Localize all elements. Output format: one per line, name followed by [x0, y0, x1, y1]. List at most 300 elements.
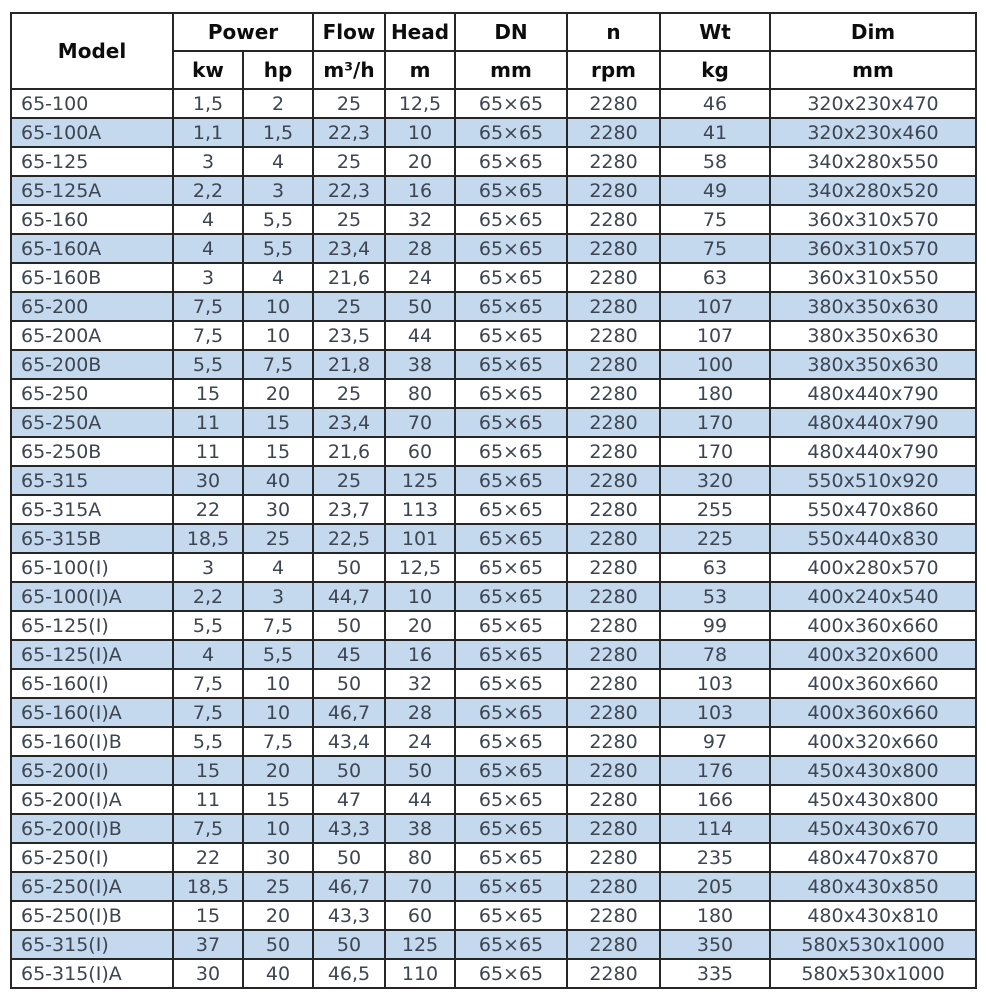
table-row [11, 814, 976, 843]
head-cell: 16 [385, 640, 455, 669]
dim-cell: 550x470x860 [770, 495, 976, 524]
model-cell: 65-200(I)A [11, 785, 173, 814]
rpm-cell: 2280 [567, 930, 660, 959]
wt-cell: 63 [660, 263, 770, 292]
wt-cell: 107 [660, 292, 770, 321]
dn-cell: 65×65 [455, 205, 567, 234]
rpm-cell: 2280 [567, 611, 660, 640]
header-unit-hp: hp [243, 51, 313, 89]
dim-cell: 380x350x630 [770, 321, 976, 350]
model-cell: 65-315(I) [11, 930, 173, 959]
kw-cell: 37 [173, 930, 243, 959]
dim-cell: 550x510x920 [770, 466, 976, 495]
flow-cell: 50 [313, 930, 385, 959]
model-cell: 65-100A [11, 118, 173, 147]
rpm-cell: 2280 [567, 698, 660, 727]
dn-cell: 65×65 [455, 495, 567, 524]
rpm-cell: 2280 [567, 263, 660, 292]
model-cell: 65-100(I) [11, 553, 173, 582]
hp-cell: 1,5 [243, 118, 313, 147]
kw-cell: 7,5 [173, 669, 243, 698]
dim-cell: 400x360x660 [770, 669, 976, 698]
kw-cell: 5,5 [173, 727, 243, 756]
wt-cell: 350 [660, 930, 770, 959]
head-cell: 28 [385, 698, 455, 727]
table-row [11, 466, 976, 495]
dn-cell: 65×65 [455, 756, 567, 785]
wt-cell: 49 [660, 176, 770, 205]
flow-cell: 22,3 [313, 176, 385, 205]
kw-cell: 30 [173, 959, 243, 988]
kw-cell: 7,5 [173, 698, 243, 727]
header-unit-dn: mm [455, 51, 567, 89]
dim-cell: 480x440x790 [770, 437, 976, 466]
dn-cell: 65×65 [455, 466, 567, 495]
head-cell: 70 [385, 872, 455, 901]
header-unit-dim: mm [770, 51, 976, 89]
hp-cell: 10 [243, 698, 313, 727]
kw-cell: 4 [173, 640, 243, 669]
kw-cell: 2,2 [173, 176, 243, 205]
dn-cell: 65×65 [455, 698, 567, 727]
head-cell: 24 [385, 263, 455, 292]
model-cell: 65-100 [11, 89, 173, 118]
hp-cell: 25 [243, 872, 313, 901]
model-cell: 65-160 [11, 205, 173, 234]
hp-cell: 50 [243, 930, 313, 959]
hp-cell: 3 [243, 582, 313, 611]
head-cell: 32 [385, 669, 455, 698]
model-cell: 65-100(I)A [11, 582, 173, 611]
kw-cell: 30 [173, 466, 243, 495]
dn-cell: 65×65 [455, 379, 567, 408]
header-power: Power [173, 13, 313, 51]
flow-cell: 45 [313, 640, 385, 669]
hp-cell: 20 [243, 379, 313, 408]
flow-cell: 22,5 [313, 524, 385, 553]
rpm-cell: 2280 [567, 640, 660, 669]
header-head: Head [385, 13, 455, 51]
flow-cell: 25 [313, 147, 385, 176]
flow-cell: 25 [313, 379, 385, 408]
wt-cell: 205 [660, 872, 770, 901]
wt-cell: 180 [660, 379, 770, 408]
wt-cell: 320 [660, 466, 770, 495]
dn-cell: 65×65 [455, 901, 567, 930]
flow-cell: 50 [313, 843, 385, 872]
dim-cell: 580x530x1000 [770, 959, 976, 988]
flow-cell: 25 [313, 205, 385, 234]
model-cell: 65-250(I) [11, 843, 173, 872]
flow-cell: 23,4 [313, 408, 385, 437]
rpm-cell: 2280 [567, 814, 660, 843]
kw-cell: 22 [173, 495, 243, 524]
dn-cell: 65×65 [455, 785, 567, 814]
model-cell: 65-160B [11, 263, 173, 292]
header-unit-head: m [385, 51, 455, 89]
model-cell: 65-160(I)A [11, 698, 173, 727]
dim-cell: 480x440x790 [770, 379, 976, 408]
model-cell: 65-200 [11, 292, 173, 321]
header-unit-wt: kg [660, 51, 770, 89]
table-row [11, 176, 976, 205]
flow-cell: 47 [313, 785, 385, 814]
dn-cell: 65×65 [455, 872, 567, 901]
table-row [11, 147, 976, 176]
hp-cell: 15 [243, 785, 313, 814]
dn-cell: 65×65 [455, 814, 567, 843]
table-row [11, 263, 976, 292]
dim-cell: 550x440x830 [770, 524, 976, 553]
kw-cell: 1,5 [173, 89, 243, 118]
header-n: n [567, 13, 660, 51]
kw-cell: 7,5 [173, 814, 243, 843]
rpm-cell: 2280 [567, 89, 660, 118]
hp-cell: 10 [243, 669, 313, 698]
dn-cell: 65×65 [455, 292, 567, 321]
hp-cell: 5,5 [243, 234, 313, 263]
table-row [11, 292, 976, 321]
dim-cell: 380x350x630 [770, 350, 976, 379]
head-cell: 125 [385, 466, 455, 495]
hp-cell: 4 [243, 263, 313, 292]
dn-cell: 65×65 [455, 234, 567, 263]
rpm-cell: 2280 [567, 437, 660, 466]
header-flow: Flow [313, 13, 385, 51]
dim-cell: 360x310x550 [770, 263, 976, 292]
kw-cell: 7,5 [173, 292, 243, 321]
table-row [11, 350, 976, 379]
head-cell: 80 [385, 379, 455, 408]
kw-cell: 1,1 [173, 118, 243, 147]
rpm-cell: 2280 [567, 785, 660, 814]
rpm-cell: 2280 [567, 321, 660, 350]
wt-cell: 235 [660, 843, 770, 872]
header-wt: Wt [660, 13, 770, 51]
dn-cell: 65×65 [455, 640, 567, 669]
rpm-cell: 2280 [567, 959, 660, 988]
head-cell: 44 [385, 321, 455, 350]
rpm-cell: 2280 [567, 582, 660, 611]
dim-cell: 320x230x470 [770, 89, 976, 118]
wt-cell: 97 [660, 727, 770, 756]
table-row [11, 727, 976, 756]
dim-cell: 400x360x660 [770, 611, 976, 640]
table-row [11, 843, 976, 872]
dn-cell: 65×65 [455, 263, 567, 292]
dim-cell: 480x430x810 [770, 901, 976, 930]
hp-cell: 20 [243, 756, 313, 785]
flow-cell: 46,5 [313, 959, 385, 988]
flow-cell: 46,7 [313, 872, 385, 901]
head-cell: 24 [385, 727, 455, 756]
dim-cell: 400x320x600 [770, 640, 976, 669]
kw-cell: 11 [173, 437, 243, 466]
head-cell: 125 [385, 930, 455, 959]
dn-cell: 65×65 [455, 843, 567, 872]
dim-cell: 400x360x660 [770, 698, 976, 727]
hp-cell: 7,5 [243, 727, 313, 756]
rpm-cell: 2280 [567, 205, 660, 234]
head-cell: 110 [385, 959, 455, 988]
wt-cell: 75 [660, 234, 770, 263]
dn-cell: 65×65 [455, 524, 567, 553]
dn-cell: 65×65 [455, 147, 567, 176]
kw-cell: 7,5 [173, 321, 243, 350]
flow-cell: 25 [313, 89, 385, 118]
model-cell: 65-200(I)B [11, 814, 173, 843]
wt-cell: 180 [660, 901, 770, 930]
model-cell: 65-250(I)A [11, 872, 173, 901]
head-cell: 12,5 [385, 553, 455, 582]
flow-cell: 46,7 [313, 698, 385, 727]
rpm-cell: 2280 [567, 843, 660, 872]
header-row-groups [11, 13, 976, 51]
table-row [11, 756, 976, 785]
dim-cell: 360x310x570 [770, 234, 976, 263]
dim-cell: 400x320x660 [770, 727, 976, 756]
model-cell: 65-200A [11, 321, 173, 350]
table-row [11, 379, 976, 408]
model-cell: 65-250(I)B [11, 901, 173, 930]
kw-cell: 22 [173, 843, 243, 872]
table-row [11, 698, 976, 727]
header-dim: Dim [770, 13, 976, 51]
hp-cell: 10 [243, 292, 313, 321]
head-cell: 28 [385, 234, 455, 263]
wt-cell: 75 [660, 205, 770, 234]
dn-cell: 65×65 [455, 669, 567, 698]
model-cell: 65-160(I) [11, 669, 173, 698]
rpm-cell: 2280 [567, 669, 660, 698]
dim-cell: 400x280x570 [770, 553, 976, 582]
head-cell: 38 [385, 814, 455, 843]
model-cell: 65-125 [11, 147, 173, 176]
wt-cell: 255 [660, 495, 770, 524]
kw-cell: 5,5 [173, 350, 243, 379]
dim-cell: 480x470x870 [770, 843, 976, 872]
flow-cell: 50 [313, 553, 385, 582]
hp-cell: 20 [243, 901, 313, 930]
kw-cell: 3 [173, 553, 243, 582]
dn-cell: 65×65 [455, 930, 567, 959]
header-dn: DN [455, 13, 567, 51]
rpm-cell: 2280 [567, 408, 660, 437]
table-row [11, 234, 976, 263]
head-cell: 16 [385, 176, 455, 205]
wt-cell: 166 [660, 785, 770, 814]
wt-cell: 107 [660, 321, 770, 350]
head-cell: 80 [385, 843, 455, 872]
rpm-cell: 2280 [567, 872, 660, 901]
head-cell: 50 [385, 292, 455, 321]
header-model: Model [11, 13, 173, 89]
hp-cell: 15 [243, 437, 313, 466]
table-row [11, 959, 976, 988]
table-header [11, 13, 976, 89]
head-cell: 10 [385, 582, 455, 611]
dn-cell: 65×65 [455, 321, 567, 350]
kw-cell: 11 [173, 408, 243, 437]
dim-cell: 450x430x800 [770, 785, 976, 814]
rpm-cell: 2280 [567, 350, 660, 379]
header-unit-n: rpm [567, 51, 660, 89]
model-cell: 65-200(I) [11, 756, 173, 785]
wt-cell: 176 [660, 756, 770, 785]
dim-cell: 450x430x670 [770, 814, 976, 843]
flow-cell: 50 [313, 756, 385, 785]
flow-cell: 23,7 [313, 495, 385, 524]
rpm-cell: 2280 [567, 379, 660, 408]
dn-cell: 65×65 [455, 89, 567, 118]
kw-cell: 18,5 [173, 524, 243, 553]
rpm-cell: 2280 [567, 756, 660, 785]
flow-cell: 23,4 [313, 234, 385, 263]
table-row [11, 669, 976, 698]
table-row [11, 89, 976, 118]
model-cell: 65-250A [11, 408, 173, 437]
header-unit-flow: m³/h [313, 51, 385, 89]
flow-cell: 25 [313, 466, 385, 495]
flow-cell: 50 [313, 669, 385, 698]
wt-cell: 103 [660, 698, 770, 727]
table-row [11, 582, 976, 611]
rpm-cell: 2280 [567, 234, 660, 263]
table-row [11, 118, 976, 147]
wt-cell: 46 [660, 89, 770, 118]
hp-cell: 4 [243, 147, 313, 176]
head-cell: 20 [385, 611, 455, 640]
dn-cell: 65×65 [455, 118, 567, 147]
hp-cell: 7,5 [243, 611, 313, 640]
table-row [11, 611, 976, 640]
hp-cell: 40 [243, 466, 313, 495]
kw-cell: 4 [173, 234, 243, 263]
table-body [11, 89, 976, 988]
table-row [11, 321, 976, 350]
head-cell: 113 [385, 495, 455, 524]
kw-cell: 3 [173, 263, 243, 292]
wt-cell: 100 [660, 350, 770, 379]
dn-cell: 65×65 [455, 176, 567, 205]
model-cell: 65-125(I)A [11, 640, 173, 669]
head-cell: 60 [385, 437, 455, 466]
model-cell: 65-315(I)A [11, 959, 173, 988]
wt-cell: 103 [660, 669, 770, 698]
dim-cell: 340x280x550 [770, 147, 976, 176]
dn-cell: 65×65 [455, 727, 567, 756]
flow-cell: 43,3 [313, 901, 385, 930]
table-row [11, 437, 976, 466]
kw-cell: 4 [173, 205, 243, 234]
kw-cell: 3 [173, 147, 243, 176]
hp-cell: 10 [243, 814, 313, 843]
table-row [11, 408, 976, 437]
dn-cell: 65×65 [455, 437, 567, 466]
dn-cell: 65×65 [455, 582, 567, 611]
wt-cell: 53 [660, 582, 770, 611]
rpm-cell: 2280 [567, 495, 660, 524]
dim-cell: 360x310x570 [770, 205, 976, 234]
rpm-cell: 2280 [567, 292, 660, 321]
dim-cell: 340x280x520 [770, 176, 976, 205]
dim-cell: 480x440x790 [770, 408, 976, 437]
flow-cell: 43,3 [313, 814, 385, 843]
hp-cell: 4 [243, 553, 313, 582]
head-cell: 101 [385, 524, 455, 553]
hp-cell: 10 [243, 321, 313, 350]
hp-cell: 2 [243, 89, 313, 118]
pump-spec-table [10, 12, 977, 989]
hp-cell: 40 [243, 959, 313, 988]
model-cell: 65-315B [11, 524, 173, 553]
header-unit-kw: kw [173, 51, 243, 89]
rpm-cell: 2280 [567, 524, 660, 553]
model-cell: 65-160A [11, 234, 173, 263]
table-row [11, 901, 976, 930]
hp-cell: 25 [243, 524, 313, 553]
flow-cell: 44,7 [313, 582, 385, 611]
hp-cell: 5,5 [243, 640, 313, 669]
model-cell: 65-315A [11, 495, 173, 524]
wt-cell: 58 [660, 147, 770, 176]
dim-cell: 320x230x460 [770, 118, 976, 147]
table-row [11, 495, 976, 524]
rpm-cell: 2280 [567, 118, 660, 147]
hp-cell: 3 [243, 176, 313, 205]
dim-cell: 450x430x800 [770, 756, 976, 785]
rpm-cell: 2280 [567, 553, 660, 582]
head-cell: 32 [385, 205, 455, 234]
dim-cell: 400x240x540 [770, 582, 976, 611]
table-row [11, 524, 976, 553]
flow-cell: 21,6 [313, 437, 385, 466]
table-row [11, 640, 976, 669]
wt-cell: 114 [660, 814, 770, 843]
model-cell: 65-250 [11, 379, 173, 408]
hp-cell: 30 [243, 495, 313, 524]
model-cell: 65-125(I) [11, 611, 173, 640]
flow-cell: 21,8 [313, 350, 385, 379]
head-cell: 12,5 [385, 89, 455, 118]
dim-cell: 380x350x630 [770, 292, 976, 321]
wt-cell: 225 [660, 524, 770, 553]
kw-cell: 15 [173, 379, 243, 408]
hp-cell: 5,5 [243, 205, 313, 234]
wt-cell: 99 [660, 611, 770, 640]
model-cell: 65-315 [11, 466, 173, 495]
hp-cell: 30 [243, 843, 313, 872]
head-cell: 20 [385, 147, 455, 176]
head-cell: 50 [385, 756, 455, 785]
dn-cell: 65×65 [455, 350, 567, 379]
flow-cell: 50 [313, 611, 385, 640]
kw-cell: 11 [173, 785, 243, 814]
flow-cell: 21,6 [313, 263, 385, 292]
head-cell: 60 [385, 901, 455, 930]
flow-cell: 23,5 [313, 321, 385, 350]
head-cell: 38 [385, 350, 455, 379]
table-row [11, 553, 976, 582]
wt-cell: 78 [660, 640, 770, 669]
head-cell: 44 [385, 785, 455, 814]
head-cell: 10 [385, 118, 455, 147]
rpm-cell: 2280 [567, 147, 660, 176]
dim-cell: 480x430x850 [770, 872, 976, 901]
model-cell: 65-125A [11, 176, 173, 205]
table-row [11, 872, 976, 901]
wt-cell: 41 [660, 118, 770, 147]
